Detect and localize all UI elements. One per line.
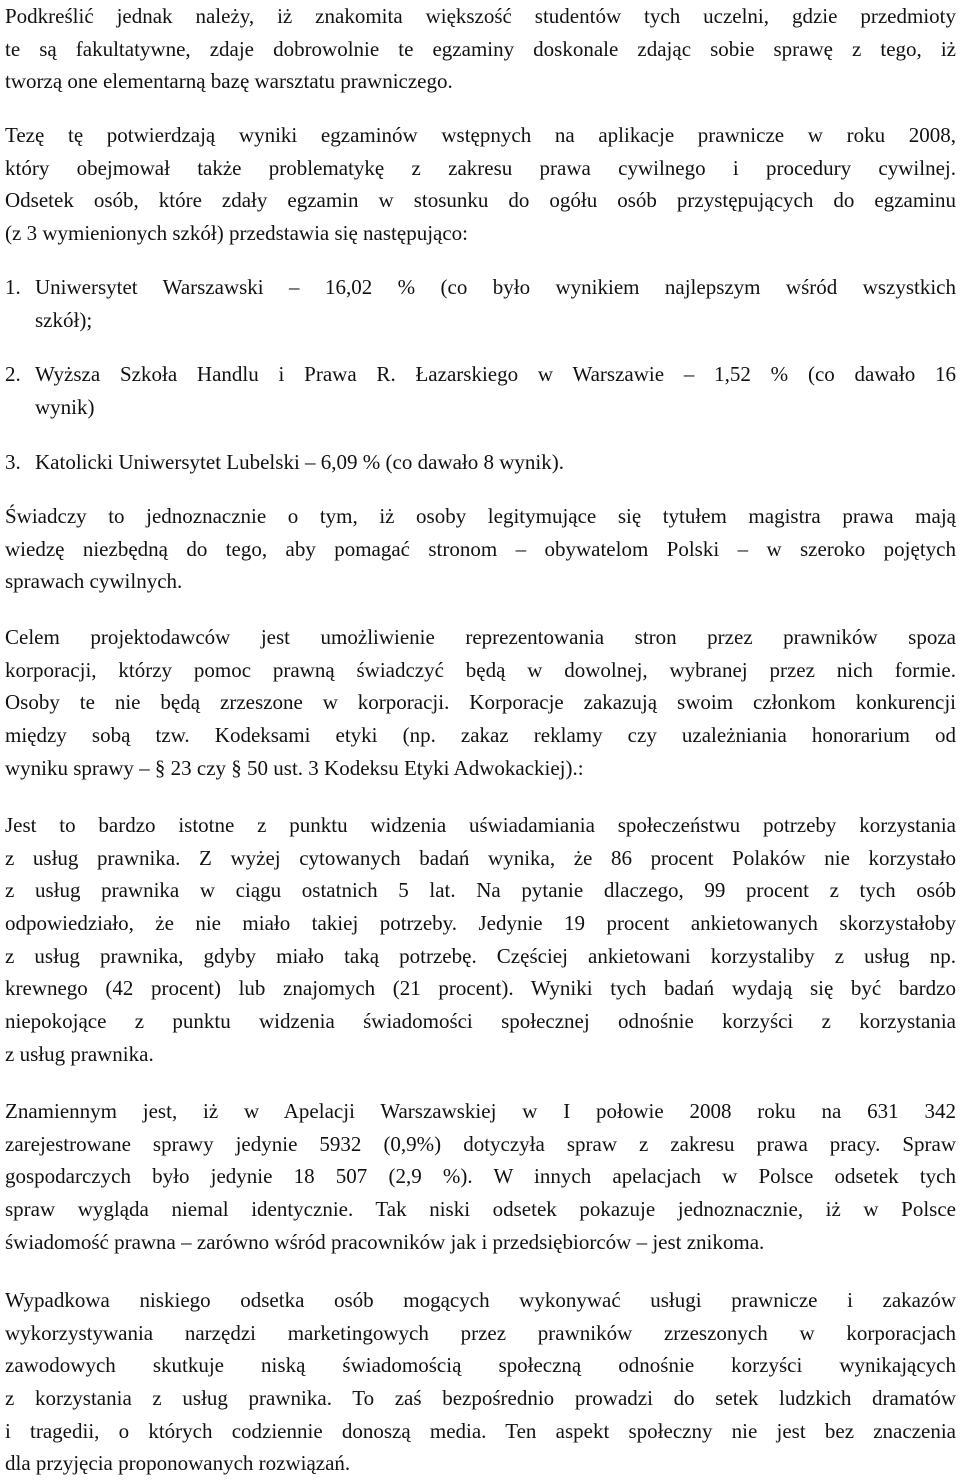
list-text: szkół);	[35, 307, 93, 332]
paragraph-2	[5, 119, 956, 250]
paragraph-4	[5, 621, 956, 784]
text-line: korporacji, którzy pomoc prawną świadczyć będą w dowolnej, wybranej przez nich formie.	[5, 657, 956, 682]
paragraph-7	[5, 1284, 956, 1480]
list-item-3	[5, 446, 956, 479]
text-line: Jest to bardzo istotne z punktu widzenia uświadamiania społeczeństwu potrzeby korzystania	[5, 813, 956, 837]
text-line: te są fakultatywne, zdaje dobrowolnie te egzaminy doskonale zdając sobie sprawę z tego, iż	[5, 36, 956, 61]
paragraph-1	[5, 0, 956, 98]
text-line: Celem projektodawców jest umożliwienie reprezentowania stron przez prawników spoza	[5, 625, 956, 649]
text-line: tworzą one elementarną bazę warsztatu prawniczego.	[5, 69, 453, 94]
list-number: 3.	[5, 450, 21, 474]
text-line: niepokojące z punktu widzenia świadomości społecznej odnośnie korzyści z korzystania	[5, 1009, 956, 1034]
text-line: dla przyjęcia proponowanych rozwiązań.	[5, 1451, 351, 1476]
text-line: krewnego (42 procent) lub znajomych (21 procent). Wyniki tych badań wydają się być bardzo	[5, 976, 956, 1001]
text-line: odpowiedziało, że nie miało takiej potrzeby. Jedynie 19 procent ankietowanych skorzystałoby	[5, 911, 956, 936]
text-line: Odsetek osób, które zdały egzamin w stosunku do ogółu osób przystępujących do egzaminu	[5, 188, 956, 213]
text-line: który obejmował także problematykę z zakresu prawa cywilnego i procedury cywilnej.	[5, 155, 956, 180]
text-line: zarejestrowane sprawy jedynie 5932 (0,9%) dotyczyła spraw z zakresu prawa pracy. Spraw	[5, 1131, 956, 1156]
list-number: 1.	[5, 275, 21, 299]
text-line: z usług prawnika. Z wyżej cytowanych badań wynika, że 86 procent Polaków nie korzystało	[5, 845, 956, 870]
text-line: zawodowych skutkuje niską świadomością społeczną odnośnie korzyści wynikających	[5, 1353, 956, 1378]
text-line: Osoby te nie będą zrzeszone w korporacji. Korporacje zakazują swoim członkom konkurencji	[5, 690, 956, 715]
paragraph-5	[5, 809, 956, 1071]
text-line: z usług prawnika.	[5, 1041, 154, 1066]
paragraph-6	[5, 1095, 956, 1258]
text-line: wykorzystywania narzędzi marketingowych przez prawników zrzeszonych w korporacjach	[5, 1320, 956, 1345]
text-line: między sobą tzw. Kodeksami etyki (np. zakaz reklamy czy uzależniania honorarium od	[5, 723, 956, 748]
text-line: Świadczy to jednoznacznie o tym, iż osoby legitymujące się tytułem magistra prawa mają	[5, 504, 956, 528]
text-line: sprawach cywilnych.	[5, 569, 183, 594]
text-line: i tragedii, o których codziennie donoszą media. Ten aspekt społeczny nie jest bez znaczenia	[5, 1418, 956, 1443]
text-line: Wypadkowa niskiego odsetka osób mogących wykonywać usługi prawnicze i zakazów	[5, 1288, 956, 1312]
text-line: (z 3 wymienionych szkół) przedstawia się następująco:	[5, 221, 469, 246]
list-text: Wyższa Szkoła Handlu i Prawa R. Łazarskiego w Warszawie – 1,52 % (co dawało 16	[35, 362, 956, 386]
list-text: wynik)	[35, 394, 95, 419]
text-line: gospodarczych było jedynie 18 507 (2,9 %). W innych apelacjach w Polsce odsetek tych	[5, 1164, 956, 1189]
list-item-2	[5, 358, 956, 423]
text-line: spraw wygląda niemal identycznie. Tak niski odsetek pokazuje jednoznacznie, iż w Polsce	[5, 1197, 956, 1222]
paragraph-3	[5, 500, 956, 598]
list-item-1	[5, 271, 956, 336]
text-line: wyniku sprawy – § 23 czy § 50 ust. 3 Kodeksu Etyki Adwokackiej).:	[5, 755, 584, 780]
text-line: z usług prawnika w ciągu ostatnich 5 lat. Na pytanie dlaczego, 99 procent z tych osób	[5, 878, 956, 903]
list-number: 2.	[5, 362, 21, 386]
text-line: Podkreślić jednak należy, iż znakomita większość studentów tych uczelni, gdzie przedmioty	[5, 4, 956, 28]
text-line: świadomość prawna – zarówno wśród pracowników jak i przedsiębiorców – jest znikoma.	[5, 1229, 765, 1254]
text-line: Znamiennym jest, iż w Apelacji Warszawskiej w I połowie 2008 roku na 631 342	[5, 1099, 956, 1123]
text-line: Tezę tę potwierdzają wyniki egzaminów wstępnych na aplikacje prawnicze w roku 2008,	[5, 123, 956, 147]
text-line: wiedzę niezbędną do tego, aby pomagać stronom – obywatelom Polski – w szeroko pojętych	[5, 536, 956, 561]
text-line: z usług prawnika, gdyby miało taką potrzebę. Częściej ankietowani korzystaliby z usług np.	[5, 943, 956, 968]
text-line: z korzystania z usług prawnika. To zaś bezpośrednio prowadzi do setek ludzkich dramatów	[5, 1386, 956, 1411]
list-text: Uniwersytet Warszawski – 16,02 % (co było wynikiem najlepszym wśród wszystkich	[35, 275, 956, 299]
list-text: Katolicki Uniwersytet Lubelski – 6,09 % (co dawało 8 wynik).	[35, 450, 564, 474]
